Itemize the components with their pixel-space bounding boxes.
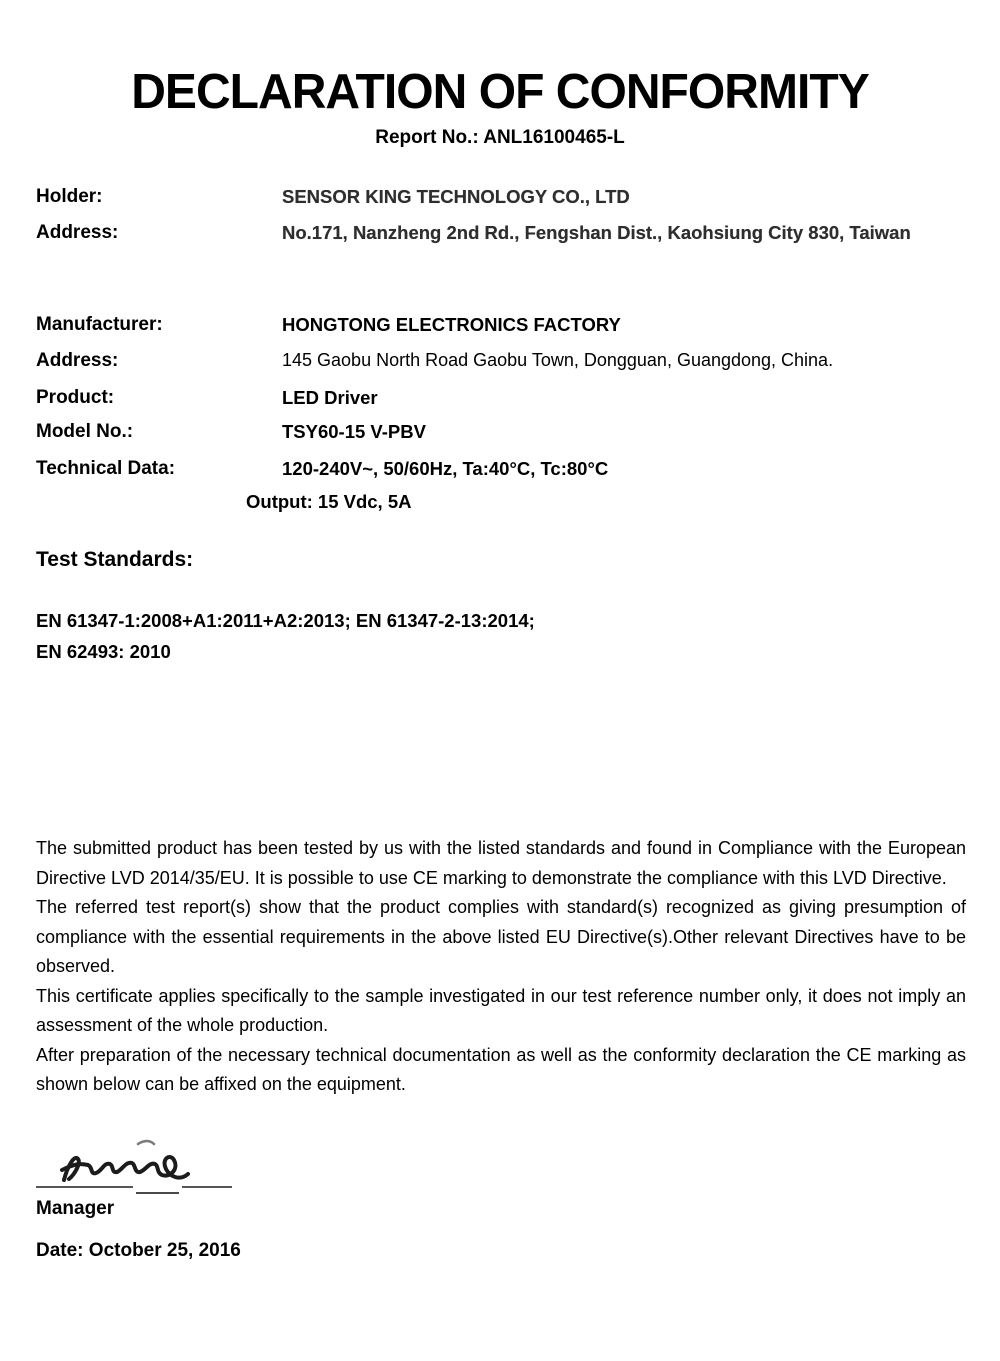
holder-address-row [36, 222, 964, 248]
manufacturer-address-value: 145 Gaobu North Road Gaobu Town, Dongguan, Guangdong, China. [282, 350, 834, 370]
holder-address-value: No.171, Nanzheng 2nd Rd., Fengshan Dist., Kaohsiung City 830, Taiwan [282, 222, 911, 243]
signature-line-segment-2 [136, 1192, 179, 1194]
holder-value: SENSOR KING TECHNOLOGY CO., LTD [282, 186, 630, 207]
model-value: TSY60-15 V-PBV [282, 421, 426, 442]
technical-data-row [36, 458, 964, 484]
document-title: DECLARATION OF CONFORMITY [131, 65, 869, 119]
manufacturer-address-label: Address: [36, 350, 119, 371]
manufacturer-value: HONGTONG ELECTRONICS FACTORY [282, 314, 621, 335]
signature-line-segment-1 [36, 1186, 133, 1188]
signature-scribble [50, 1136, 210, 1190]
signature-line-segment-3 [182, 1186, 232, 1188]
model-label: Model No.: [36, 421, 134, 442]
signer-role: Manager [36, 1198, 115, 1219]
holder-address-label: Address: [36, 222, 119, 243]
holder-label: Holder: [36, 186, 103, 207]
technical-data-label: Technical Data: [36, 458, 176, 479]
test-standard-line-1: EN 61347-1:2008+A1:2011+A2:2013; EN 61347-2-13:2014; [36, 610, 535, 631]
declaration-body [36, 834, 966, 1100]
manufacturer-label: Manufacturer: [36, 314, 163, 335]
technical-data-line1: 120-240V~, 50/60Hz, Ta:40°C, Tc:80°C [282, 458, 609, 479]
body-paragraph-4: After preparation of the necessary technical documentation as well as the conformity declaration the CE marking as shown below can be affixed on the equipment. [36, 1044, 966, 1094]
test-standard-line-2: EN 62493: 2010 [36, 641, 171, 662]
body-paragraph-3: This certificate applies specifically to the sample investigated in our test reference number only, it does not imply an assessment of the whole production. [36, 985, 966, 1035]
product-row [36, 387, 964, 413]
document-date: Date: October 25, 2016 [36, 1240, 241, 1261]
product-value: LED Driver [282, 387, 378, 408]
technical-data-line2: Output: 15 Vdc, 5A [246, 491, 412, 512]
manufacturer-address-row [36, 350, 964, 376]
product-label: Product: [36, 387, 115, 408]
body-paragraph-1: The submitted product has been tested by us with the listed standards and found in Compliance with the European Directive LVD 2014/35/EU. It is possible to use CE marking to demonstrate the compliance with this LVD Directive. [36, 838, 966, 888]
manufacturer-row [36, 314, 964, 340]
body-paragraph-2: The referred test report(s) show that the product complies with standard(s) recognized as giving presumption of compliance with the essential requirements in the above listed EU Directive(s).Other relevant Directives have to be observed. [36, 897, 966, 976]
test-standards-heading: Test Standards: [36, 548, 194, 571]
model-row [36, 421, 964, 447]
report-number: Report No.: ANL16100465-L [375, 127, 625, 148]
holder-row [36, 186, 964, 212]
